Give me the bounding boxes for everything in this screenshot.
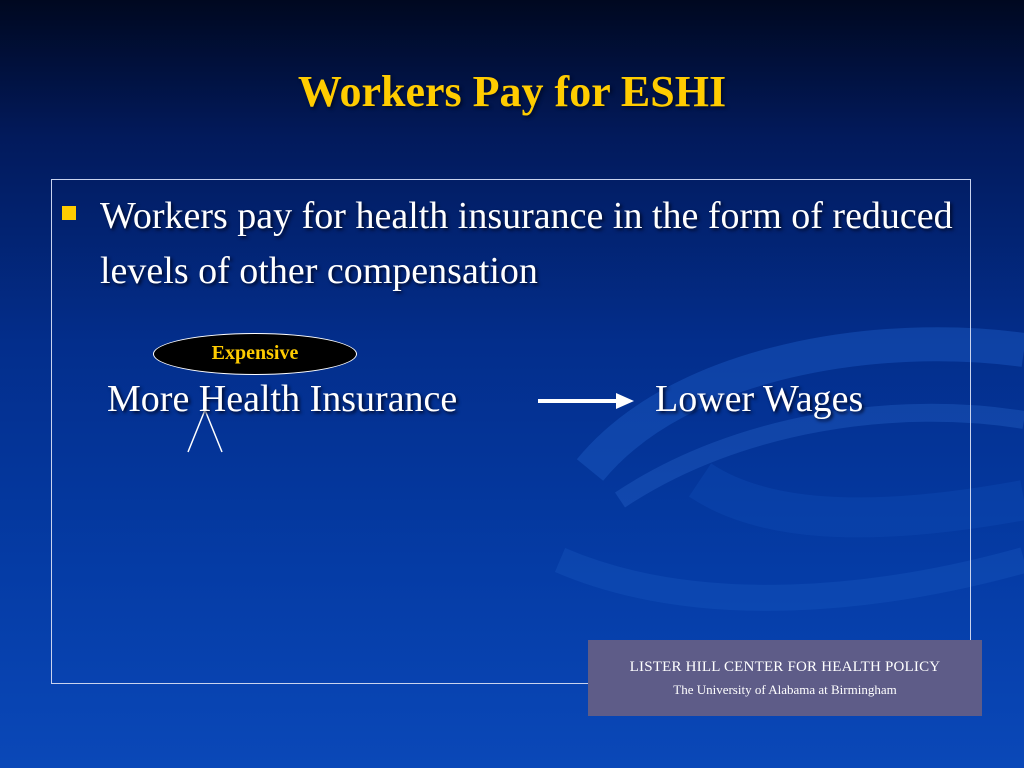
slide-title: Workers Pay for ESHI — [297, 67, 727, 116]
more-health-insurance-label: More Health Insurance — [107, 378, 458, 420]
logo-title: LISTER HILL CENTER FOR HEALTH POLICY — [629, 659, 941, 675]
right-arrow-icon — [536, 390, 636, 412]
lister-hill-logo — [588, 640, 982, 716]
lower-wages-label: Lower Wages — [655, 378, 864, 420]
logo-subtitle: The University of Alabama at Birmingham — [673, 682, 897, 697]
bullet-text: Workers pay for health insurance in the form of reduced levels of other compensation — [100, 195, 953, 292]
square-bullet-icon — [62, 206, 76, 220]
expensive-callout: Expensive — [153, 333, 357, 375]
